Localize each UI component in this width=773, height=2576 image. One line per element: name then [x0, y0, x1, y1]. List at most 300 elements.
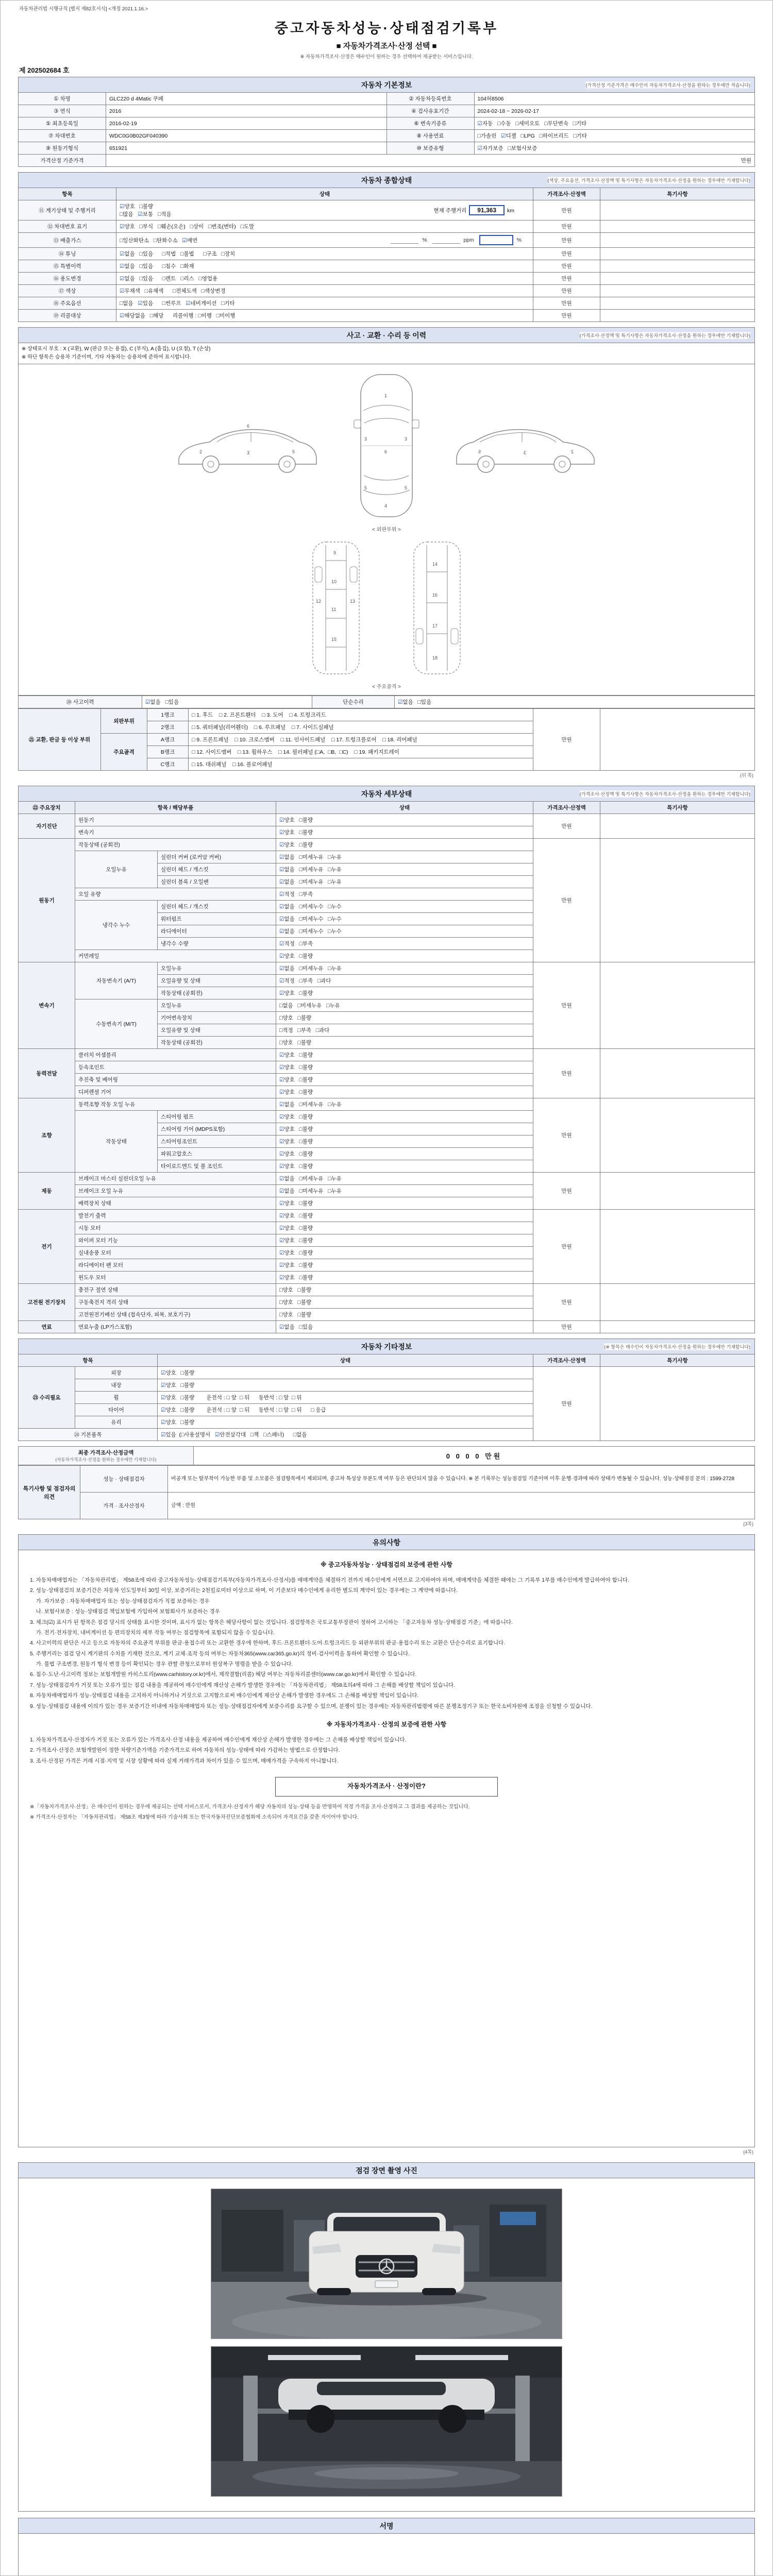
price-cell: 만원: [533, 1210, 600, 1284]
notice-item: 2. 성능·상태점검의 보증기간은 자동차 인도일부터 30일 이상, 보증거리는 2천킬로미터 이상으로 하며, 이 기준보다 매수인에게 유리한 별도의 계약이 있는 경우에는 그 계약에 따릅니다.: [30, 1587, 458, 1594]
item-label: 유리: [75, 1416, 158, 1429]
status-cell: ☑양호 □불량: [276, 1074, 533, 1086]
note-cell: [600, 1098, 755, 1173]
note-cell: [600, 260, 755, 273]
item-label: 원동기: [75, 814, 276, 826]
svg-text:2: 2: [570, 449, 574, 454]
field-label: ④ 검사유효기간: [386, 105, 474, 117]
field-label: ③ 연식: [19, 105, 106, 117]
exchange-panel-table: [18, 708, 755, 771]
price-cell: 만원: [533, 709, 600, 771]
inspection-front-photo: [211, 2189, 562, 2339]
accident-history-table: [18, 696, 755, 708]
diagram-row-frame: [22, 536, 751, 680]
field-value: ☑자가보증 □보험사보증: [474, 142, 755, 155]
detail-row: [19, 962, 755, 975]
notice-item: 5. 주행거리는 점검 당시 계기판의 수치를 기재한 것으로, 계기 교체·조작 등의 여부는 자동차365(www.car365.go.kr)의 정비·검사이력을 통하여 확인할 수 있습니다.: [30, 1650, 410, 1657]
price-cell: 만원: [533, 1284, 600, 1321]
inspection-lift-photo: [211, 2346, 562, 2497]
legend-line-2: ※ 하단 항목은 승용차 기준이며, 기타 자동차는 승용차에 준하여 표시합니다.: [22, 354, 191, 360]
device-group-label: 전기: [19, 1210, 75, 1284]
status-cell: ☑양호 □불량: [276, 987, 533, 999]
field-label: ⑥ 변속기종류: [386, 117, 474, 130]
item-label: ⑲ 리콜대상: [19, 310, 116, 322]
item-label: 브레이크 오일 누유: [75, 1185, 276, 1197]
status-cell: ☑없음 □미세누수 □누수: [276, 925, 533, 938]
subitem-label: 타이로드엔드 및 볼 조인트: [158, 1160, 276, 1173]
accident-history-row: [19, 696, 755, 708]
basic-items-label: ㉔ 기본품목: [19, 1429, 158, 1441]
status-cell: ☑없음 □미세누수 □누수: [276, 913, 533, 925]
note-cell: [600, 814, 755, 839]
field-label: ⑧ 사용연료: [386, 130, 474, 142]
status-cell: ☑양호 □불량: [276, 1234, 533, 1247]
emission-measurements: % ppm %: [389, 235, 530, 245]
legend-cell: [19, 343, 755, 364]
subitem-label: 워터펌프: [158, 913, 276, 925]
status-cell: ☑양호 □불량: [276, 1049, 533, 1061]
field-value: 2016: [106, 105, 387, 117]
item-label: 윈도우 모터: [75, 1272, 276, 1284]
page-marker-3: (4쪽): [743, 2149, 753, 2155]
opinion-row-performance: [19, 1466, 755, 1493]
status-cell: ☑양호 □불량: [276, 1222, 533, 1234]
item-label: 동력조향 작동 오일 누유: [75, 1098, 276, 1111]
note-cell: [600, 962, 755, 1049]
price-cell: 만원: [533, 310, 600, 322]
legend-line-1: ※ 상태표시 부호 : X (교환), W (판금 또는 용접), C (부식), A (흠집), U (요철), T (손상): [22, 346, 211, 352]
field-value: GLC220 d 4Matic 쿠페: [106, 93, 387, 105]
section-accident-header: [18, 327, 755, 343]
notice-item: 1. 자동차가격조사·산정자가 거짓 또는 오류가 있는 가격조사·산정 내용을 제공하여 매수인에게 재산상 손해가 발생한 경우에는 그 손해를 배상할 책임이 있습니다.: [30, 1736, 407, 1743]
item-label: 오일누유: [75, 851, 158, 888]
price-cell: 만원: [533, 1173, 600, 1210]
accident-legend-table: [18, 343, 755, 696]
item-label: 자동변속기 (A/T): [75, 962, 158, 999]
item-label: 구동축전지 격리 상태: [75, 1296, 276, 1309]
status-cell: ☑적정 □부족: [276, 938, 533, 950]
opinion-inspector-text: 비공개 또는 탈부착이 가능한 부품 및 소모품은 점검항목에서 제외되며, 중고차 특성상 부분도색 여부 등은 판단되지 않을 수 있습니다. ※ 본 기록부는 성능점검일 기준이며 이후 운행·경과에 따라 상태가 변동될 수 있습니다. 성능·상태점검 문의 : 1599-2728: [168, 1466, 755, 1493]
notice-part2-list: [30, 1735, 743, 1766]
svg-text:1: 1: [384, 393, 388, 398]
price-cell: 만원: [533, 814, 600, 839]
page-subtitle: ■ 자동차가격조사·산정 선택 ■: [336, 42, 437, 50]
section-detail-header: [18, 786, 755, 801]
subitem-label: 오일누유: [158, 999, 276, 1012]
item-label: 외장: [75, 1367, 158, 1379]
definition-line: ※ 가격조사·산정자는 「자동차관리법」 제58조 제3항에 따라 기술사회 또는 한국자동차진단보증협회에 소속되어 자격요건을 갖춘 자이어야 합니다.: [30, 1815, 359, 1821]
item-label: 고전원전기배선 상태 (접속단자, 피복, 보호기구): [75, 1309, 276, 1321]
status-cell: ☑양호 □불량: [276, 1111, 533, 1123]
status-cell: ☑없음 □미세누유 □누유: [276, 1185, 533, 1197]
overall-condition-table: [18, 188, 755, 322]
section-basic-info-note: (가격산정 기준가격은 매수인이 자동차가격조사·산정을 원하는 경우에만 적습니다): [585, 82, 750, 88]
svg-text:12: 12: [316, 599, 322, 604]
panel-items-cell: □ 5. 쿼터패널(리어휀더) □ 6. 루프패널 □ 7. 사이드실패널: [189, 721, 533, 734]
note-cell: [600, 248, 755, 260]
detail-row: [19, 1210, 755, 1222]
device-group-label: 원동기: [19, 839, 75, 962]
svg-text:4: 4: [384, 503, 388, 509]
column-header-row: [19, 802, 755, 814]
detail-condition-table: [18, 801, 755, 1333]
status-cell: ☑없음 □있음 □적법 □불법 □구조 □장치: [116, 248, 533, 260]
status-cell: ☑양호 □불량: [276, 1197, 533, 1210]
item-label: ⑮ 특별이력: [19, 260, 116, 273]
note-cell: [600, 200, 755, 221]
notice-item: 나. 보험사보증 : 성능·상태점검 책임보험에 가입하여 보험회사가 보증하는 경우: [30, 1608, 220, 1615]
item-label: 클러치 어셈블리: [75, 1049, 276, 1061]
item-label: 추진축 및 베어링: [75, 1074, 276, 1086]
status-cell: ☑양호 □불량 운전석 : □ 앞 □ 뒤 동반석 : □ 앞 □ 뒤 □ 응급: [158, 1404, 533, 1416]
notice-item: 8. 자동차매매업자가 성능·상태점검 내용을 고지하지 아니하거나 거짓으로 고지함으로써 매수인에게 재산상 손해가 발생한 경우에도 그 손해를 배상할 책임이 있습니다.: [30, 1692, 419, 1699]
status-cell: ☑양호 □불량: [276, 950, 533, 962]
page-subtitle-note: ※ 자동차가격조사·산정은 매수인이 원하는 경우 선택하여 제공받는 서비스입니다.: [300, 54, 473, 60]
item-label: ⑫ 차대번호 표기: [19, 221, 116, 233]
svg-text:2: 2: [199, 449, 203, 454]
accident-history-status: ☑없음 □있음: [142, 696, 312, 708]
item-label: 디퍼렌셜 기어: [75, 1086, 276, 1098]
subitem-label: 실린더 헤드 / 개스킷: [158, 863, 276, 876]
column-header: 항목: [19, 1354, 158, 1367]
subitem-label: 실린더 블록 / 오일팬: [158, 876, 276, 888]
field-label: ② 자동차등록번호: [386, 93, 474, 105]
opinion-inspector-label: 성능 · 상태점검자: [80, 1466, 168, 1493]
section-accident-title: 사고 · 교환 · 수리 등 이력: [346, 331, 427, 340]
notice-item: 가. 불법 구조변경, 원동기 형식 변경 등이 확인되는 경우 관할 관청으로부터 원상복구 명령을 받을 수 있습니다.: [30, 1661, 293, 1667]
subitem-label: 오일유량 및 상태: [158, 975, 276, 987]
frame-label: 주요골격: [101, 734, 147, 771]
subitem-label: 오일누유: [158, 962, 276, 975]
note-cell: [600, 285, 755, 297]
subitem-label: 스티어링 기어 (MDPS포함): [158, 1123, 276, 1136]
rank-cell: 2랭크: [147, 721, 189, 734]
status-cell: ☑양호 □불량: [276, 1123, 533, 1136]
condition-row: [19, 297, 755, 310]
status-cell: ☑양호 □불량: [158, 1367, 533, 1379]
svg-text:6: 6: [384, 449, 388, 454]
final-price-row: [19, 1447, 755, 1465]
price-cell: 만원: [533, 297, 600, 310]
note-cell: [600, 273, 755, 285]
item-label: 변속기: [75, 826, 276, 839]
status-cell: ☑없음 □있음: [276, 1321, 533, 1333]
panel-items-cell: □ 9. 프론트패널 □ 10. 크로스멤버 □ 11. 인사이드패널 □ 17. 트렁크플로어 □ 18. 리어패널: [189, 734, 533, 746]
section-overall-note: (색상, 주요옵션, 가격조사·산정액 및 특기사항은 자동차가격조사·산정을 원하는 경우에만 기재합니다): [547, 178, 750, 183]
item-label: 시동 모터: [75, 1222, 276, 1234]
device-group-label: 연료: [19, 1321, 75, 1333]
item-label: 브레이크 마스터 실린더오일 누유: [75, 1173, 276, 1185]
note-cell: [600, 1367, 755, 1441]
notice-item: 3. 체크(☑) 표시가 된 항목은 점검 당시의 상태를 표시한 것이며, 표시가 없는 항목은 해당사항이 없는 것입니다. 점검항목은 국토교통부장관이 정하여 고시하는 「중고자동차 성능·상태점검 기준」에 따릅니다.: [30, 1619, 513, 1625]
device-group-label: 변속기: [19, 962, 75, 1049]
diagram-row-outer: [22, 368, 751, 523]
status-cell: ☑양호 □불량: [276, 839, 533, 851]
status-cell: ☑없음 □미세누유 □누유: [276, 1173, 533, 1185]
signature-area: [18, 2533, 755, 2576]
exchange-group-label: ㉑ 교환, 판금 등 이상 부위: [19, 709, 101, 771]
basic-info-row: [19, 130, 755, 142]
status-cell: ☑양호 □불량: [158, 1379, 533, 1392]
section-sign-header: [18, 2518, 755, 2533]
field-label: ⑩ 보증유형: [386, 142, 474, 155]
car-top-view-diagram: [348, 368, 425, 523]
detail-row: [19, 1284, 755, 1296]
item-label: 발전기 출력: [75, 1210, 276, 1222]
panel-items-cell: □ 1. 후드 □ 2. 프론트휀더 □ 3. 도어 □ 4. 트렁크리드: [189, 709, 533, 721]
subitem-label: 실린더 커버 (로커암 커버): [158, 851, 276, 863]
final-price-label: 최종 가격조사·산정금액: [78, 1450, 134, 1456]
item-label: ⑯ 용도변경: [19, 273, 116, 285]
item-label: 내장: [75, 1379, 158, 1392]
svg-text:15: 15: [331, 637, 337, 642]
note-cell: [600, 839, 755, 962]
section-detail-note: (가격조사·산정액 및 특기사항은 자동차가격조사·산정을 원하는 경우에만 기재합니다): [579, 791, 750, 796]
section-photos-title: 점검 장면 촬영 사진: [356, 2166, 417, 2175]
final-price-note: (자동차가격조사·산정을 원하는 경우에만 기재합니다): [55, 1457, 157, 1462]
svg-text:5: 5: [405, 485, 408, 490]
field-label: ⑤ 최초등록일: [19, 117, 106, 130]
legend-row: [19, 343, 755, 364]
price-cell: 만원: [533, 200, 600, 221]
price-cell: 만원: [533, 248, 600, 260]
notice-body: [18, 1550, 755, 2147]
status-cell: ☑없음 □미세누유 □누유: [276, 863, 533, 876]
subitem-label: 냉각수 수량: [158, 938, 276, 950]
block-signature: [18, 2518, 755, 2576]
section-photos-header: [18, 2162, 755, 2178]
column-header: 특기사항: [600, 1354, 755, 1367]
note-cell: [600, 310, 755, 322]
status-cell: ☑양호 □불량: [276, 1160, 533, 1173]
exchange-row: [19, 709, 755, 721]
condition-row: [19, 273, 755, 285]
notice-item: 4. 사고이력의 판단은 사고 등으로 자동차의 주요골격 부위를 판금·용접수리 또는 교환한 경우에 한하며, 후드·프론트휀더·도어·트렁크리드 등 외판부위의 판금·용접수리 또는 교환은 단순수리로 표기합니다.: [30, 1640, 506, 1647]
block-photos: [18, 2162, 755, 2512]
status-cell: □양호 □불량: [276, 1037, 533, 1049]
opinion-row-appraiser: [19, 1493, 755, 1519]
subitem-label: 기어변속장치: [158, 1012, 276, 1024]
field-value: 만원: [106, 155, 755, 167]
item-label: 충전구 절연 상태: [75, 1284, 276, 1296]
etc-row: [19, 1367, 755, 1379]
status-cell: ☑무채색 □유채색 □전체도색 □색상변경: [116, 285, 533, 297]
status-cell: ☑양호 □불량 □많음 ☑보통 □적음 현재 주행거리 91,363 km: [116, 200, 533, 221]
block-vehicle-info: [18, 77, 755, 779]
section-detail-title: 자동차 세부상태: [361, 789, 412, 798]
condition-row: [19, 260, 755, 273]
item-label: ⑰ 색상: [19, 285, 116, 297]
subitem-label: 스티어링조인트: [158, 1136, 276, 1148]
odometer-label: 현재 주행거리: [433, 208, 467, 214]
status-cell: □적정 □부족 □과다: [276, 1024, 533, 1037]
note-cell: [600, 1173, 755, 1210]
note-cell: [600, 709, 755, 771]
notice-item: 7. 성능·상태점검자가 거짓 또는 오류가 있는 점검 내용을 제공하여 매수인에게 재산상 손해가 발생한 경우에는 「자동차관리법」 제58조의4에 따라 그 손해를 배상할 책임이 있습니다.: [30, 1682, 455, 1688]
svg-text:3: 3: [523, 450, 526, 455]
section-etc-note: (※ 항목은 매수인이 자동차가격조사·산정을 원하는 경우에만 기재합니다): [604, 1344, 750, 1349]
status-cell: ☑양호 □불량: [276, 1061, 533, 1074]
condition-row: [19, 248, 755, 260]
status-cell: □일산화탄소 □탄화수소 ☑매연 % ppm %: [116, 233, 533, 248]
basic-info-table: [18, 92, 755, 167]
status-cell: ☑적정 □부족 □과다: [276, 975, 533, 987]
svg-text:6: 6: [247, 423, 250, 429]
simple-repair-label: 단순수리: [312, 696, 395, 708]
status-cell: ☑양호 □불량: [276, 1136, 533, 1148]
condition-row: [19, 221, 755, 233]
simple-repair-status: ☑없음 □있음: [395, 696, 755, 708]
note-cell: [600, 1321, 755, 1333]
item-label: 커먼레일: [75, 950, 276, 962]
block-detail-state: [18, 786, 755, 1528]
item-label: 와이퍼 모터 기능: [75, 1234, 276, 1247]
note-cell: [600, 221, 755, 233]
section-notice-title: 유의사항: [372, 1538, 401, 1547]
section-basic-info-title: 자동차 기본정보: [361, 80, 412, 89]
inspector-opinion-table: [18, 1465, 755, 1519]
photos-container: [18, 2178, 755, 2512]
status-cell: ☑없음 □미세누유 □누유: [276, 851, 533, 863]
detail-row: [19, 814, 755, 826]
outer-panel-label: 외판부위: [101, 709, 147, 734]
column-header-row: [19, 188, 755, 200]
svg-text:5: 5: [364, 485, 367, 490]
subitem-label: 파워고압호스: [158, 1148, 276, 1160]
column-header: 상태: [158, 1354, 533, 1367]
rank-cell: 1랭크: [147, 709, 189, 721]
column-header: 항목 / 해당부품: [75, 802, 276, 814]
car-frame-front-diagram: [297, 536, 375, 680]
diagram-caption-frame: < 주요골격 >: [372, 684, 401, 690]
price-cell: 만원: [533, 1049, 600, 1098]
status-cell: ☑양호 □부식 □훼손(오손) □상이 □변조(변타) □도말: [116, 221, 533, 233]
svg-text:9: 9: [333, 550, 337, 555]
panel-items-cell: □ 15. 대쉬패널 □ 16. 플로어패널: [189, 758, 533, 771]
status-cell: ☑없음 □미세누유 □누유: [276, 876, 533, 888]
svg-text:3: 3: [364, 436, 367, 442]
notice-item: 가. 전기·전자장치, 내비게이션 등 편의장치의 세부 작동 여부는 점검항목에 포함되지 않을 수 있습니다.: [30, 1629, 275, 1636]
final-price-table: [18, 1446, 755, 1465]
notice-item: 2. 가격조사·산정은 보험개발원이 정한 차량기준가액을 기준가격으로 하여 자동차의 성능·상태에 따라 가감하는 방법으로 산정합니다.: [30, 1747, 340, 1754]
section-etc-title: 자동차 기타정보: [361, 1342, 412, 1351]
price-cell: 만원: [533, 233, 600, 248]
notice-part1-list: [30, 1575, 743, 1711]
item-label: ⑭ 튜닝: [19, 248, 116, 260]
device-group-label: 자기진단: [19, 814, 75, 839]
status-cell: ☑없음 □미세누유 □누유: [276, 1098, 533, 1111]
rank-cell: C랭크: [147, 758, 189, 771]
status-cell: ☑적정 □부족: [276, 888, 533, 901]
definition-line: ※「자동차가격조사·산정」은 매수인이 원하는 경우에 제공되는 선택 서비스로서, 가격조사·산정자가 해당 자동차의 성능·상태 등을 반영하여 적정 가격을 조사·산정하고 그 결과를 제공하는 것입니다.: [30, 1804, 470, 1810]
subitem-label: 실린더 헤드 / 개스킷: [158, 901, 276, 913]
subitem-label: 오일유량 및 상태: [158, 1024, 276, 1037]
final-price-label-cell: [19, 1447, 194, 1465]
status-cell: □없음 □미세누유 □누유: [276, 999, 533, 1012]
note-cell: [600, 233, 755, 248]
notice-item: 가. 자가보증 : 자동차매매업자 또는 성능·상태점검자가 직접 보증하는 경우: [30, 1598, 210, 1604]
column-header: 가격조사·산정액: [533, 802, 600, 814]
diagram-caption-outer: < 외판부위 >: [372, 527, 401, 533]
price-cell: 만원: [533, 962, 600, 1049]
basic-info-row: [19, 93, 755, 105]
notice-part1-title: ※ 중고자동차성능 · 상태점검의 보증에 관한 사항: [321, 1561, 452, 1568]
section-notice-header: [18, 1534, 755, 1550]
column-header: 특기사항: [600, 188, 755, 200]
device-group-label: 동력전달: [19, 1049, 75, 1098]
status-cell: ☑양호 □불량 운전석 : □ 앞 □ 뒤 동반석 : □ 앞 □ 뒤: [158, 1392, 533, 1404]
item-label: ⑬ 배출가스: [19, 233, 116, 248]
notice-item: 1. 자동차매매업자는 「자동차관리법」 제58조에 따라 중고자동차성능·상태점검기록부(자동차가격조사·산정서)를 매매계약을 체결하기 전까지 매수인에게 서면으로 고지하여야 하며, 매매계약을 체결한 때에는 그 기록부 1부를 매수인에게 발급하여야 합니다.: [30, 1577, 629, 1583]
section-basic-info-header: [18, 77, 755, 92]
field-label: 가격산정 기준가격: [19, 155, 106, 167]
field-value: 651921: [106, 142, 387, 155]
page-title: 중고자동차성능·상태점검기록부: [274, 21, 499, 36]
item-label: 휠: [75, 1392, 158, 1404]
note-cell: [600, 1284, 755, 1321]
field-label: ⑨ 원동기형식: [19, 142, 106, 155]
basic-info-row: [19, 155, 755, 167]
column-header: 상태: [116, 188, 533, 200]
field-value: 2016-02-19: [106, 117, 387, 130]
status-cell: □없음 ☑있음 □썬루프 ☑네비게이션 □기타: [116, 297, 533, 310]
device-group-label: 고전원 전기장치: [19, 1284, 75, 1321]
status-cell: ☑양호 □불량: [276, 1247, 533, 1259]
car-side-right-diagram: [449, 412, 603, 479]
price-cell: 만원: [533, 1321, 600, 1333]
final-price-value: 0 0 0 0 만원: [194, 1447, 755, 1465]
subitem-label: 라디에이터: [158, 925, 276, 938]
column-header: 가격조사·산정액: [533, 188, 600, 200]
accident-history-label: ⑳ 사고이력: [19, 696, 142, 708]
svg-text:5: 5: [292, 449, 295, 454]
price-cell: 만원: [533, 1367, 600, 1441]
svg-text:13: 13: [350, 599, 356, 604]
column-header: 항목: [19, 188, 116, 200]
condition-row: [19, 233, 755, 248]
status-cell: □양호 □불량: [276, 1012, 533, 1024]
section-etc-header: [18, 1338, 755, 1354]
item-label: 작동상태 (공회전): [75, 839, 276, 851]
notice-item: 9. 성능·상태점검 내용에 이의가 있는 경우 보증기간 이내에 자동차매매업자 또는 성능·상태점검자에게 보증수리를 요구할 수 있으며, 분쟁이 있는 경우에는 자동차관리법령에 따른 분쟁조정기구 또는 한국소비자원에 조정을 신청할 수 있습니다.: [30, 1703, 593, 1709]
status-cell: ☑양호 □불량: [276, 1272, 533, 1284]
title-block: [18, 12, 755, 61]
price-cell: 만원: [533, 221, 600, 233]
price-cell: 만원: [533, 273, 600, 285]
condition-row: [19, 200, 755, 221]
field-value: 104허8506: [474, 93, 755, 105]
section-sign-title: 서명: [379, 2521, 394, 2530]
item-label: 수동변속기 (M/T): [75, 999, 158, 1049]
section-accident-note: (가격조사·산정액 및 특기사항은 자동차가격조사·산정을 원하는 경우에만 기재합니다): [579, 333, 750, 338]
price-appraisal-definition-lines: [30, 1803, 743, 1822]
block-notice: [18, 1534, 755, 2156]
column-header-row: [19, 1354, 755, 1367]
opinion-appraiser-text: 금액 : 만원: [168, 1493, 755, 1519]
notice-item: 6. 침수·도난·사고이력 정보는 보험개발원 카히스토리(www.carhistory.or.kr)에서, 제작결함(리콜) 해당 여부는 자동차리콜센터(www.car.go.kr)에서 확인할 수 있습니다.: [30, 1671, 417, 1678]
diagram-row: [19, 364, 755, 696]
field-value: WDC0G0B02GF040390: [106, 130, 387, 142]
status-cell: ☑없음 □있음 □침수 □화재: [116, 260, 533, 273]
odometer-value: 91,363: [469, 205, 505, 215]
svg-text:10: 10: [331, 579, 337, 584]
svg-text:16: 16: [432, 592, 438, 598]
status-cell: ☑없음 □있음 □렌트 □리스 □영업용: [116, 273, 533, 285]
price-cell: 만원: [533, 1098, 600, 1173]
status-cell: ☑양호 □불량: [158, 1416, 533, 1429]
basic-info-row: [19, 142, 755, 155]
item-label: 실내송풍 모터: [75, 1247, 276, 1259]
